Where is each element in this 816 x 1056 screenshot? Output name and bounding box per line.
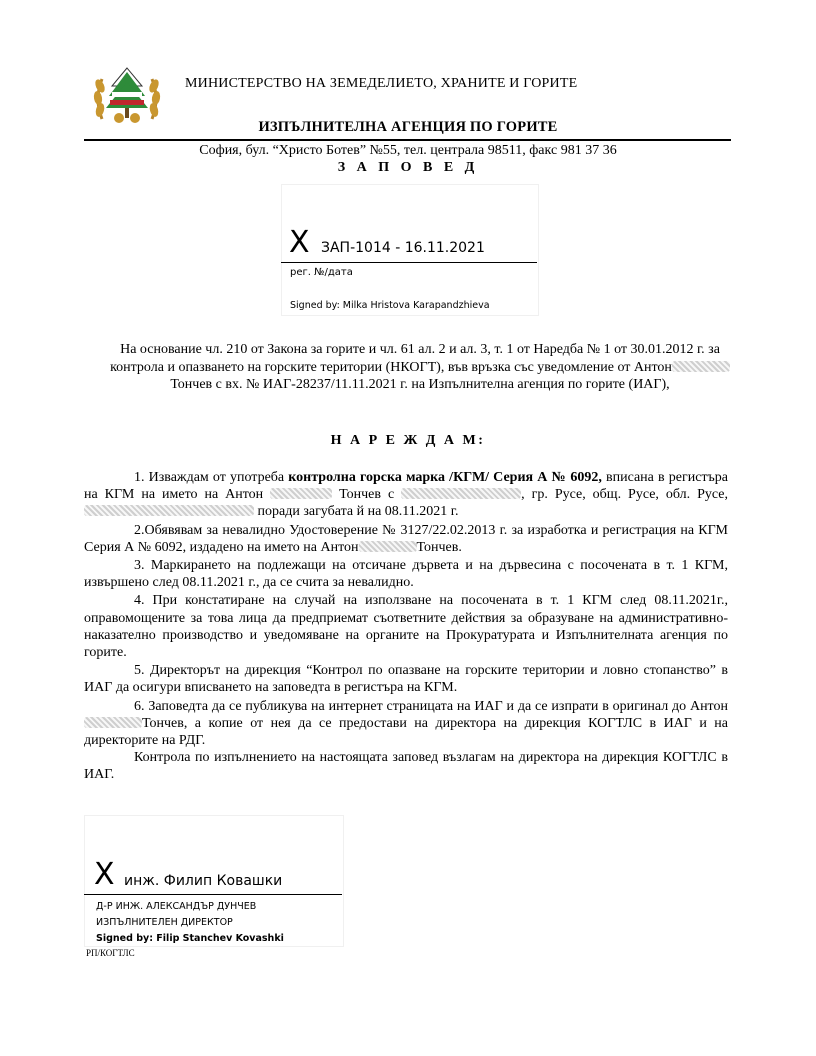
redacted-address <box>84 505 254 516</box>
registration-signature-mark: X <box>289 225 310 260</box>
redacted-address <box>401 488 521 499</box>
redacted-name <box>359 541 417 552</box>
intro-text-part-1: На основание чл. 210 от Закона за горите и чл. 61 ал. 2 и ал. 3, т. 1 от Наредба № 1 от 30.01.2012 г. за контрола и опазването на горските територии (НКОГТ), във връзка със уведомление от Антон <box>110 342 720 375</box>
document-title: З А П О В Е Д <box>337 160 479 175</box>
intro-text-part-2: Тончев с вх. № ИАГ-28237/11.11.2021 г. на Изпълнителна агенция по горите (ИАГ), <box>170 377 670 392</box>
redacted-name <box>270 488 332 499</box>
registration-signature-line <box>281 262 537 263</box>
agency-name: ИЗПЪЛНИТЕЛНА АГЕНЦИЯ ПО ГОРИТЕ <box>258 119 558 135</box>
control-mark-reference: контролна горска марка /КГМ/ Серия А № 6092, <box>288 470 602 485</box>
registration-number: ЗАП-1014 - 16.11.2021 <box>321 240 485 256</box>
redacted-name <box>672 361 730 372</box>
director-name: Д-Р ИНЖ. АЛЕКСАНДЪР ДУНЧЕВ <box>96 901 257 912</box>
registration-label: рег. №/дата <box>290 267 353 278</box>
director-signature-mark: X <box>94 857 115 892</box>
ministry-name: МИНИСТЕРСТВО НА ЗЕМЕДЕЛИЕТО, ХРАНИТЕ И ГОРИТЕ <box>185 76 578 91</box>
director-title: ИЗПЪЛНИТЕЛЕН ДИРЕКТОР <box>96 917 233 928</box>
director-signed-by: Signed by: Filip Stanchev Kovashki <box>96 933 284 944</box>
registration-signed-by: Signed by: Milka Hristova Karapandzhieva <box>290 300 490 311</box>
document-footer-code: РП/КОГТЛС <box>86 948 135 958</box>
order-item-1: 1. Изваждам от употреба контролна горска марка /КГМ/ Серия А № 6092, вписана в регистъра на КГМ на името на Антон Тончев с , гр. Русе, общ. Русе, обл. Русе, поради загубата й на 08.11.2021 г. <box>84 470 729 520</box>
signer-name: инж. Филип Ковашки <box>124 873 283 889</box>
header-divider <box>84 139 731 141</box>
order-item-4: 4. При констатиране на случай на използване на посочената в т. 1 КГМ след 08.11.2021г., оправомощените за това лица да предприемат съответните действия за образуване на административно-наказателно производство и уведомяване на органите на Прокуратурата и Изпълнителната агенция по горите. <box>84 593 728 661</box>
order-item-2: 2.Обявявам за невалидно Удостоверение № 3127/22.02.2013 г. за изработка и регистрация на КГМ Серия А № 6092, издадено на името на Антон Тончев. <box>84 522 728 555</box>
redacted-name <box>84 717 142 728</box>
intro-paragraph <box>110 341 730 394</box>
order-items <box>84 469 728 784</box>
closing-paragraph: Контрола по изпълнението на настоящата заповед възлагам на директора на дирекция КОГТЛС в ИАГ. <box>84 750 728 783</box>
order-item-6: 6. Заповедта да се публикува на интернет страницата на ИАГ и да се изпрати в оригинал до АнтонТончев, а копие от нея да се предостави на директора на дирекция КОГТЛС в ИАГ и на директорите на РДГ. <box>84 698 728 749</box>
agency-address: София, бул. “Христо Ботев” №55, тел. централа 98511, факс 981 37 36 <box>199 143 617 158</box>
order-heading: Н А Р Е Ж Д А М: <box>330 433 486 448</box>
order-item-3: 3. Маркирането на подлежащи на отсичане дървета и на дървесина с посочената в т. 1 КГМ, извършено след 08.11.2021 г., да се счита за невалидно. <box>84 558 728 591</box>
order-item-5: 5. Директорът на дирекция “Контрол по опазване на горските територии и ловно стопанство” в ИАГ да осигури вписването на заповедта в регистъра на КГМ. <box>84 663 728 696</box>
director-signature-line <box>84 894 342 895</box>
